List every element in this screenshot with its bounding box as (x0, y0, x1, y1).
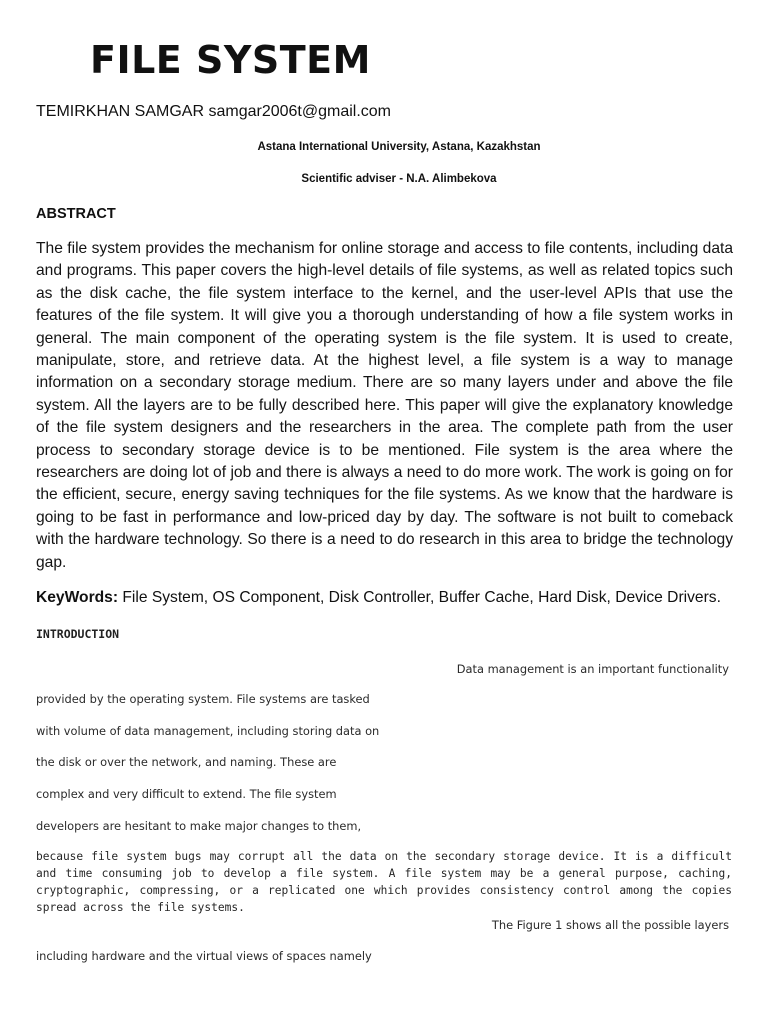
intro-line-1: Data management is an important functionality (456, 662, 729, 676)
intro-line-6: developers are hesitant to make major changes to them, (36, 819, 362, 833)
keywords-line (36, 587, 721, 609)
intro-line-3: with volume of data management, including storing data on (36, 724, 380, 738)
abstract-body: The file system provides the mechanism for online storage and access to file contents, including data and programs. This paper covers the high-level details of file systems, as well as related topics such as the disk cache, the file system interface to the kernel, and the user-level APIs that use the features of the file system. It will give you a thorough understanding of how a file system works in general. The main component of the operating system is the file system. It is used to create, manipulate, store, and retrieve data. At the highest level, a file system is a way to manage information on a secondary storage medium. There are so many layers under and above the file system. All the layers are to be fully described here. This paper will give the explanatory knowledge of the file system designers and the researchers in the area. The complete path from the user process to secondary storage device is to be mentioned. File system is the area where the researchers are doing lot of job and there is always a need to do more work. The work is going on for the efficient, secure, energy saving techniques for the file systems. As we know that the hardware is going to be fast in performance and low-priced day by day. The software is not built to comeback with the hardware technology. So there is a need to do research in this area to bridge the technology gap. (36, 240, 733, 571)
keywords-text: File System, OS Component, Disk Controller, Buffer Cache, Hard Disk, Device Drivers. (118, 589, 721, 606)
paper-title: FILE SYSTEM (90, 38, 371, 82)
intro-line-2: provided by the operating system. File systems are tasked (36, 692, 370, 706)
intro-line-5: complex and very difficult to extend. The file system (36, 787, 337, 801)
scientific-adviser: Scientific adviser - N.A. Alimbekova (301, 173, 497, 185)
affiliation: Astana International University, Astana, Kazakhstan (257, 141, 541, 153)
keywords-label: KeyWords: (36, 589, 119, 606)
introduction-heading: INTRODUCTION (36, 627, 120, 641)
author-line: TEMIRKHAN SAMGAR samgar2006t@gmail.com (36, 103, 391, 120)
intro-last-line: including hardware and the virtual views of spaces namely (36, 949, 372, 963)
intro-line-4: the disk or over the network, and naming. These are (36, 755, 337, 769)
abstract-heading: ABSTRACT (36, 206, 116, 222)
figure-reference-line: The Figure 1 shows all the possible layers (491, 918, 729, 932)
intro-paragraph: because file system bugs may corrupt all the data on the secondary storage device. It is a difficult and time consuming job to develop a file system. A file system may be a general purpose, caching, cryptographic, compressing, or a replicated one which provides consistency control among the copies spread across the file systems. (36, 850, 732, 914)
